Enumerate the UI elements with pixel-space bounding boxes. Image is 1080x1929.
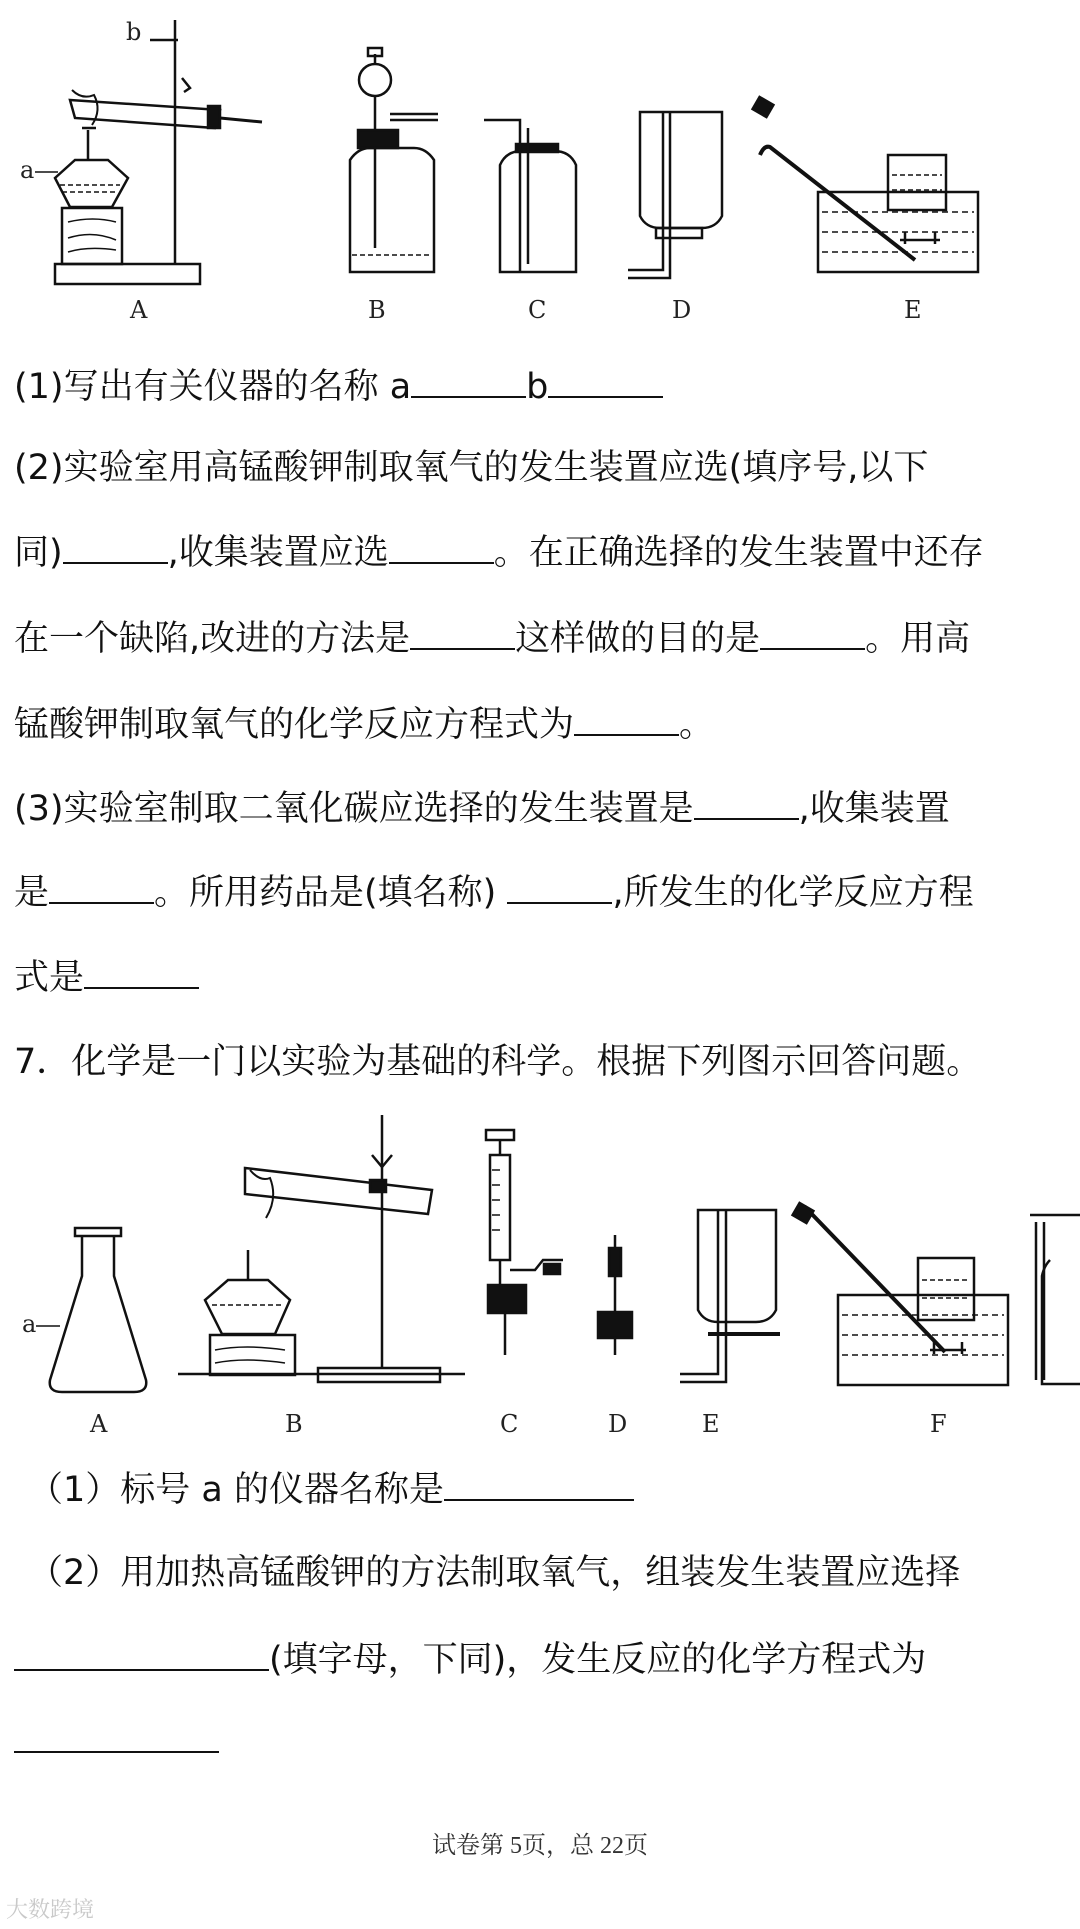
q7-part2-line2: (填字母，下同)，发生反应的化学方程式为 [14, 1638, 926, 1682]
answer-blank[interactable] [389, 532, 494, 564]
apparatus-f-water-trough [793, 1203, 1008, 1385]
apparatus-c-gas-bottle [484, 120, 576, 272]
answer-blank[interactable] [49, 872, 154, 904]
apparatus-b-bottle-funnel [350, 48, 438, 272]
q6-part2-line4: 锰酸钾制取氧气的化学反应方程式为 。 [14, 705, 715, 745]
page-footer: 试卷第 5页，总 22页 [432, 1833, 648, 1859]
label-a: a [20, 156, 35, 184]
q6-part2-line1: (2)实验室用高锰酸钾制取氧气的发生装置应选(填序号,以下 [14, 448, 929, 488]
q6-part2-line2: 同) ,收集装置应选 。在正确选择的发生装置中还存 [14, 533, 984, 573]
answer-blank[interactable] [14, 1639, 269, 1671]
apparatus-figure-1 [0, 0, 1080, 330]
answer-blank[interactable] [410, 618, 515, 650]
answer-blank[interactable] [574, 704, 679, 736]
label-D: D [672, 296, 692, 324]
apparatus-e-inverted-bottle [680, 1210, 780, 1382]
label-B: B [368, 296, 386, 324]
q6-part2-line3: 在一个缺陷,改进的方法是 这样做的目的是 。用高 [14, 619, 971, 659]
answer-blank[interactable] [694, 788, 799, 820]
q6-part3-line3: 式是 [14, 956, 199, 1000]
label-E: E [702, 1410, 720, 1438]
answer-blank[interactable] [507, 872, 612, 904]
apparatus-a-heating [55, 20, 262, 284]
label-C: C [500, 1410, 519, 1438]
label-b: b [126, 18, 142, 46]
label-A: A [90, 1410, 108, 1438]
q7-part1: （1）标号 a 的仪器名称是 [28, 1468, 634, 1512]
label-D: D [608, 1410, 628, 1438]
apparatus-c-syringe [486, 1130, 563, 1355]
answer-blank[interactable] [760, 618, 865, 650]
apparatus-d-stopper-tube [598, 1235, 632, 1355]
q7-stem: 7．化学是一门以实验为基础的科学。根据下列图示回答问题。 [14, 1042, 982, 1082]
answer-blank[interactable] [84, 957, 199, 989]
answer-blank[interactable] [14, 1721, 219, 1753]
apparatus-g-partial-bottle [1030, 1215, 1080, 1384]
apparatus-e-water-trough [753, 97, 978, 272]
answer-blank[interactable] [548, 366, 663, 398]
label-A: A [130, 296, 148, 324]
label-F: F [930, 1410, 947, 1438]
label-E: E [904, 296, 922, 324]
label-C: C [528, 296, 547, 324]
label-a: a [22, 1310, 37, 1338]
apparatus-d-inverted-bottle [628, 112, 722, 278]
label-B: B [285, 1410, 303, 1438]
watermark: 大数跨境 [6, 1898, 95, 1923]
answer-blank[interactable] [411, 366, 526, 398]
q6-part3-line2: 是 。所用药品是(填名称) ,所发生的化学反应方程 [14, 873, 974, 913]
answer-blank[interactable] [63, 532, 168, 564]
q7-part2-line3 [14, 1720, 219, 1764]
q6-part1: (1)写出有关仪器的名称 a b [14, 365, 663, 409]
apparatus-a-conical-flask [50, 1228, 147, 1392]
apparatus-b-heating [178, 1115, 465, 1382]
answer-blank[interactable] [444, 1469, 634, 1501]
apparatus-figure-2 [0, 1110, 1080, 1450]
q7-part2-line1: （2）用加热高锰酸钾的方法制取氧气，组装发生装置应选择 [28, 1553, 961, 1593]
q6-part3-line1: (3)实验室制取二氧化碳应选择的发生装置是 ,收集装置 [14, 789, 950, 829]
